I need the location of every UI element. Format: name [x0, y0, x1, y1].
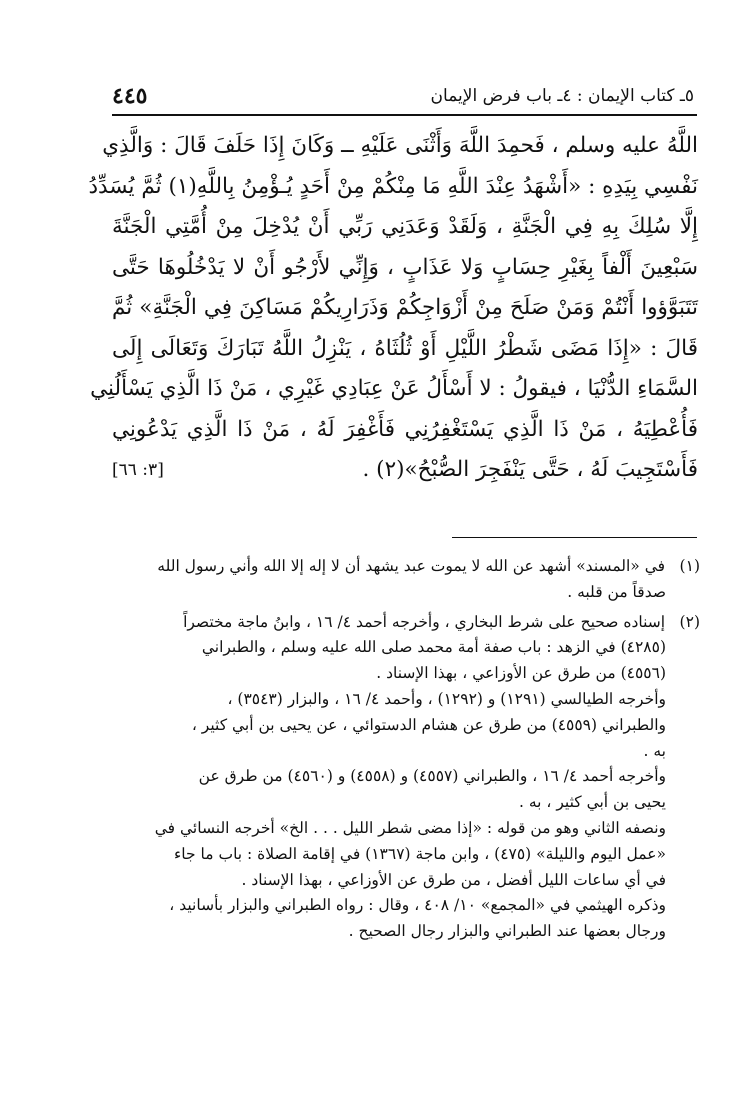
text-line: السَّمَاءِ الدُّنْيَا ، فيقولُ : لا أَسْأَلُ عَنْ عِبَادِي غَيْرِي ، مَنْ ذَا الَّذِي يَسْأَلُنِي — [90, 376, 698, 401]
reference-marker: [٣: ٦٦] — [112, 460, 164, 480]
footnote-text: في «المسند» أشهد عن الله لا يموت عبد يشهد أن لا إله إلا الله وأني رسول الله — [157, 557, 666, 575]
footnote-line: (٤٢٨٥) في الزهد : باب صفة أمة محمد صلى الله عليه وسلم ، والطبراني — [201, 638, 666, 657]
footnote-text: إسناده صحيح على شرط البخاري ، وأخرجه أحمد ٤/ ١٦ ، وابنُ ماجة مختصراً — [183, 612, 666, 631]
footnote-line: ونصفه الثاني وهو من قوله : «إذا مضى شطر الليل . . . الخ» أخرجه النسائي في — [154, 818, 666, 837]
text-line-last — [112, 450, 698, 491]
text-line: إِلَّا سُلِكَ بِهِ فِي الْجَنَّةِ ، وَلَقَدْ وَعَدَنِي رَبِّي أَنْ يُدْخِلَ مِنْ أُمَّتِي الْجَنَّةَ — [112, 214, 698, 239]
footnote-line: صدقاً من قلبه . — [567, 582, 666, 601]
footnote-line: وذكره الهيثمي في «المجمع» ١٠/ ٤٠٨ ، وقال : رواه الطبراني والبزار بأسانيد ، — [169, 896, 666, 915]
footnote-line: ورجال بعضها عند الطبراني والبزار رجال الصحيح . — [348, 922, 666, 941]
hadith-text — [88, 126, 698, 491]
text-line-content: فَأَسْتَجِيبَ لَهُ ، حَتَّى يَنْفَجِرَ الصُّبْحُ»(٢) . — [362, 457, 698, 482]
page-header — [112, 82, 694, 110]
text-line: تَتَبَوَّؤوا أَنْتُمْ وَمَنْ صَلَحَ مِنْ أَزْوَاجِكُمْ وَذَرَارِيكُمْ مَسَاكِنَ فِي الْجَنَّةِ» ثُمَّ — [112, 295, 698, 320]
footnote-line: «عمل اليوم والليلة» (٤٧٥) ، وابن ماجة (١٣٦٧) في إقامة الصلاة : باب ما جاء — [174, 844, 666, 863]
footnote-separator — [452, 537, 697, 538]
running-head: ٥ـ كتاب الإيمان : ٤ـ باب فرض الإيمان — [430, 86, 694, 106]
text-line: فَأُعْطِيَهُ ، مَنْ ذَا الَّذِي يَسْتَغْفِرُنِي فَأَغْفِرَ لَهُ ، مَنْ ذَا الَّذِي يَدْعُونِي — [112, 416, 698, 442]
footnote-line — [112, 554, 700, 580]
footnote-number: (٢) — [679, 612, 700, 631]
footnote-1 — [112, 554, 700, 606]
footnote-line: والطبراني (٤٥٥٩) من طرق عن هشام الدستوائي ، عن يحيى بن أبي كثير ، — [191, 715, 666, 734]
footnote-line: في أي ساعات الليل أفضل ، من طرق عن الأوزاعي ، بهذا الإسناد . — [241, 870, 666, 889]
footnote-line: به . — [643, 741, 666, 760]
footnote-2 — [112, 610, 700, 945]
footnote-line: وأخرجه الطيالسي (١٢٩١) و (١٢٩٢) ، وأحمد ٤/ ١٦ ، والبزار (٣٥٤٣) ، — [227, 689, 666, 708]
page-number: ٤٤٥ — [112, 83, 148, 109]
text-line: قَالَ : «إِذَا مَضَى شَطْرُ اللَّيْلِ أَوْ ثُلُثَاهُ ، يَنْزِلُ اللَّهُ تَبَارَكَ وَتَعَالَى إِلَى — [112, 335, 698, 361]
text-line: سَبْعِينَ أَلْفاً بِغَيْرِ حِسَابٍ وَلا عَذَابٍ ، وَإِنِّي لأَرْجُو أَنْ لا يَدْخُلُوهَا حَتَّى — [112, 254, 698, 280]
footnotes — [112, 554, 700, 949]
text-line: نَفْسِي بِيَدِهِ : «أَشْهَدُ عِنْدَ اللَّهِ مَا مِنْكُمْ مِنْ أَحَدٍ يُـؤْمِنُ بِاللَّهِ(١) ثُمَّ يُسَدِّدُ — [88, 173, 698, 199]
footnote-line: (٤٥٥٦) من طرق عن الأوزاعي ، بهذا الإسناد . — [376, 664, 666, 683]
footnote-line — [112, 610, 700, 636]
header-rule — [112, 114, 697, 116]
text-line: اللَّهُ عليه وسلم ، فَحمِدَ اللَّهَ وَأَثْنَى عَلَيْهِ ــ وَكَانَ إِذَا حَلَفَ قَالَ : وَالَّذِي — [102, 133, 698, 158]
footnote-line: يحيى بن أبي كثير ، به . — [519, 793, 666, 812]
footnote-number: (١) — [679, 557, 700, 575]
footnote-line: وأخرجه أحمد ٤/ ١٦ ، والطبراني (٤٥٥٧) و (٤٥٥٨) و (٤٥٦٠) من طرق عن — [198, 767, 666, 786]
